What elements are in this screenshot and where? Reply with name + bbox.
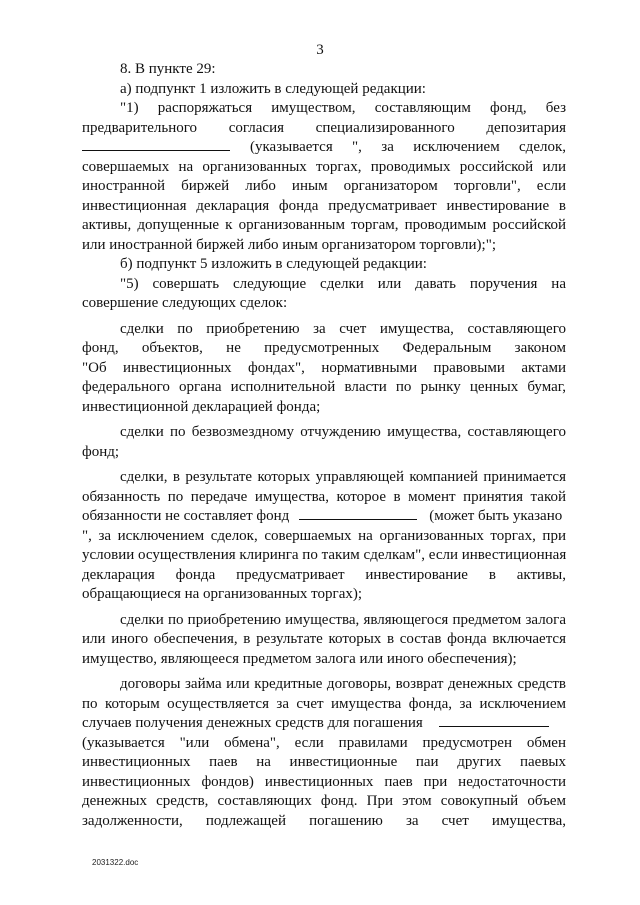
text-line: инвестиционная декларация фонда предусматривает инвестирование в xyxy=(82,197,566,214)
text-line: сделки по безвозмездному отчуждению имущества, составляющего xyxy=(120,424,566,440)
text-line: совершаемых на организованных торгах, проводимых российской или xyxy=(82,158,566,175)
text-line: декларация фонда предусматривает инвестирование в активы, xyxy=(82,566,566,583)
blank-line xyxy=(439,715,549,727)
text-line: обращающиеся на организованных торгах); xyxy=(82,586,363,602)
text-line: иностранной биржей либо иным организатором торговли", если xyxy=(82,178,566,194)
text-line: или иного обеспечения, в результате которых в состав фонда включается xyxy=(82,631,566,647)
text-line xyxy=(82,714,566,734)
text-line: инвестиционной декларацией фонда; xyxy=(82,398,321,415)
text-line: по которым осуществляется за счет имущества фонда, за исключением xyxy=(82,695,566,712)
text-line: задолженности, подлежащей погашению за счет имущества, xyxy=(82,812,566,829)
text-line: денежных средств, составляющих фонд. При этом совокупный объем xyxy=(82,793,566,809)
text-line: сделки, в результате которых управляющей компанией принимается xyxy=(120,469,566,485)
text-line: обязанность по передаче имущества, которое в момент принятия такой xyxy=(82,488,566,505)
text-fragment: случаев получения денежных средств для погашения xyxy=(82,715,423,731)
text-line: (указывается "или обмена", если правилами предусмотрен обмен xyxy=(82,734,566,751)
text-line: б) подпункт 5 изложить в следующей редакции: xyxy=(120,256,427,272)
text-line xyxy=(82,138,566,158)
text-fragment: обязанности не составляет фонд xyxy=(82,508,290,524)
text-line: инвестиционных паев на инвестиционные паи других паевых xyxy=(82,754,566,770)
document-body xyxy=(82,60,566,831)
text-line: фонд; xyxy=(82,443,120,460)
text-line: имущество, являющееся предметом залога или иного обеспечения); xyxy=(82,650,517,667)
text-line: активы, допущенные к организованным торгам, проводимым российской xyxy=(82,217,566,233)
text-line: "Об инвестиционных фондах", нормативными правовыми актами xyxy=(82,359,566,376)
text-line: фонд, объектов, не предусмотренных Федеральным законом xyxy=(82,340,566,356)
text-line: инвестиционных фондов) инвестиционных паев при недостаточности xyxy=(82,773,566,790)
text-line: а) подпункт 1 изложить в следующей редакции: xyxy=(120,80,426,97)
text-line: договоры займа или кредитные договоры, возврат денежных средств xyxy=(120,676,566,692)
text-fragment: (может быть указано xyxy=(429,508,563,524)
text-line: "1) распоряжаться имуществом, составляющим фонд, без xyxy=(120,100,566,116)
text-line: совершение следующих сделок: xyxy=(82,295,288,311)
text-line: предварительного согласия специализированного депозитария xyxy=(82,119,566,136)
blank-line xyxy=(299,508,417,520)
text-line: ", за исключением сделок, совершаемых на организованных торгах, при xyxy=(82,527,566,544)
text-fragment: (указывается ", за исключением сделок, xyxy=(250,139,566,155)
page-number: 3 xyxy=(316,42,324,58)
text-line: условии осуществления клиринга по таким сделкам", если инвестиционная xyxy=(82,547,567,563)
text-line: или иностранной биржей либо иным организатором торговли);"; xyxy=(82,236,496,253)
text-line: сделки по приобретению за счет имущества, составляющего xyxy=(120,320,566,337)
document-footer: 2031322.doc xyxy=(92,858,139,867)
text-line xyxy=(82,507,566,527)
text-line: федерального органа исполнительной власти по рынку ценных бумаг, xyxy=(82,379,566,395)
text-line: сделки по приобретению имущества, являющегося предметом залога xyxy=(120,611,566,628)
text-line: "5) совершать следующие сделки или давать поручения на xyxy=(120,275,566,292)
text-line: 8. В пункте 29: xyxy=(120,61,216,77)
blank-line xyxy=(82,139,230,151)
